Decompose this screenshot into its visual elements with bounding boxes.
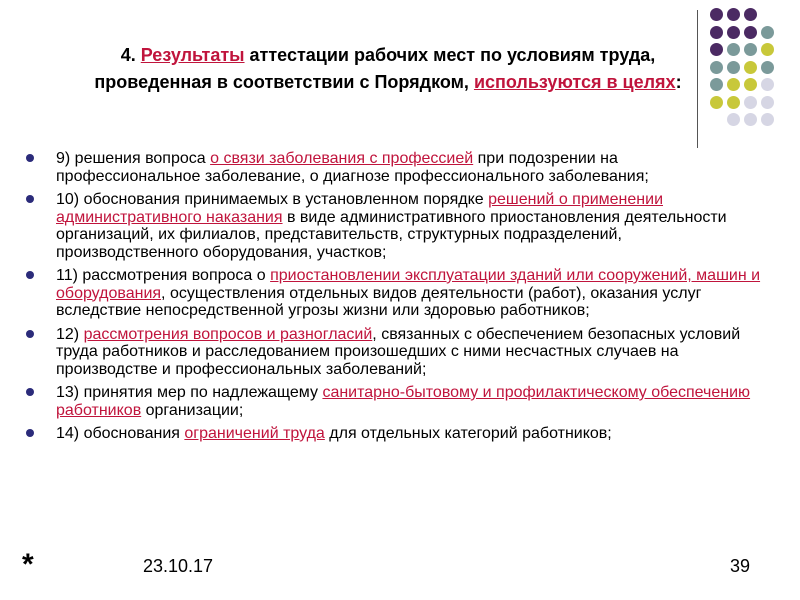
item-text: , осуществления отдельных видов деятельности (работ), оказания услуг вследствие непосредственной угрозы жизни или здоровью работников; [56,284,702,319]
list-item [20,384,765,419]
decorative-dot [727,78,740,91]
purposes-list [20,150,765,449]
item-link[interactable]: решений о применении административного наказания [56,191,663,226]
decorative-dot [761,113,774,126]
decorative-dot [761,26,774,39]
decorative-dot [727,96,740,109]
bullet-icon [26,330,34,338]
item-link[interactable]: о связи заболевания с профессией [210,150,474,167]
bullet-icon [26,388,34,396]
item-text: 14) обоснования [56,425,185,442]
bullet-icon [26,154,34,162]
item-text: 9) решения вопроса [56,150,211,167]
item-text: 11) рассмотрения вопроса о [56,267,271,284]
item-text: 10) обоснования принимаемых в установленном порядке [56,191,489,208]
decorative-dot [761,96,774,109]
item-text: в виде административного приостановления деятельности организаций, их филиалов, представительств, структурных подразделений, производственного оборудования, участков; [56,208,727,261]
list-item [20,267,765,320]
decorative-dot [744,113,757,126]
decorative-dot [744,26,757,39]
decorative-dot [710,43,723,56]
title-link-results[interactable]: Результаты [140,45,245,65]
decorative-dots [706,8,790,133]
decorative-dot [744,43,757,56]
item-text: 13) принятия мер по надлежащему [56,384,323,401]
divider-line [697,10,698,148]
item-text: , связанных с обеспечением безопасных условий труда работников и расследованием произошедших с ними несчастных случаев на производстве и профессиональных заболеваний; [56,325,741,378]
item-text: при подозрении на профессиональное заболевание, о диагнозе профессионального заболевания; [56,150,649,185]
decorative-dot [727,61,740,74]
item-link[interactable]: ограничений труда [184,425,325,442]
decorative-dot [710,8,723,21]
list-item [20,150,765,185]
decorative-dot [761,61,774,74]
footer-star: * [22,548,34,581]
decorative-dot [727,43,740,56]
bullet-icon [26,429,34,437]
item-link[interactable]: санитарно-бытовому и профилактическому обеспечению работников [56,384,751,419]
bullet-icon [26,195,34,203]
decorative-dot [727,8,740,21]
decorative-dot [744,8,757,21]
item-text: для отдельных категорий работников; [324,425,612,442]
title-middle: аттестации рабочих мест по условиям труда, проведенная в соответствии с Порядком, [94,45,656,92]
item-link[interactable]: рассмотрения вопросов и разногласий [83,325,373,343]
page-number: 39 [730,556,751,576]
footer-date: 23.10.17 [143,556,214,576]
decorative-dot [744,61,757,74]
decorative-dot [744,96,757,109]
title-link-purposes[interactable]: используются в целях [473,72,676,92]
decorative-dot [761,43,774,56]
decorative-dot [744,78,757,91]
decorative-dot [710,61,723,74]
slide-title [88,42,688,96]
item-link[interactable]: приостановлении эксплуатации зданий или сооружений, машин и оборудования [56,267,761,302]
decorative-dot [710,26,723,39]
title-suffix: : [675,72,682,92]
bullet-icon [26,271,34,279]
decorative-dot [727,26,740,39]
decorative-dot [761,78,774,91]
title-prefix: 4. [120,45,141,65]
item-text: организации; [141,401,244,419]
list-item [20,425,765,443]
decorative-dot [710,96,723,109]
decorative-dot [727,113,740,126]
item-text: 12) [56,325,84,343]
decorative-dot [710,78,723,91]
list-item [20,191,765,261]
list-item [20,326,765,379]
